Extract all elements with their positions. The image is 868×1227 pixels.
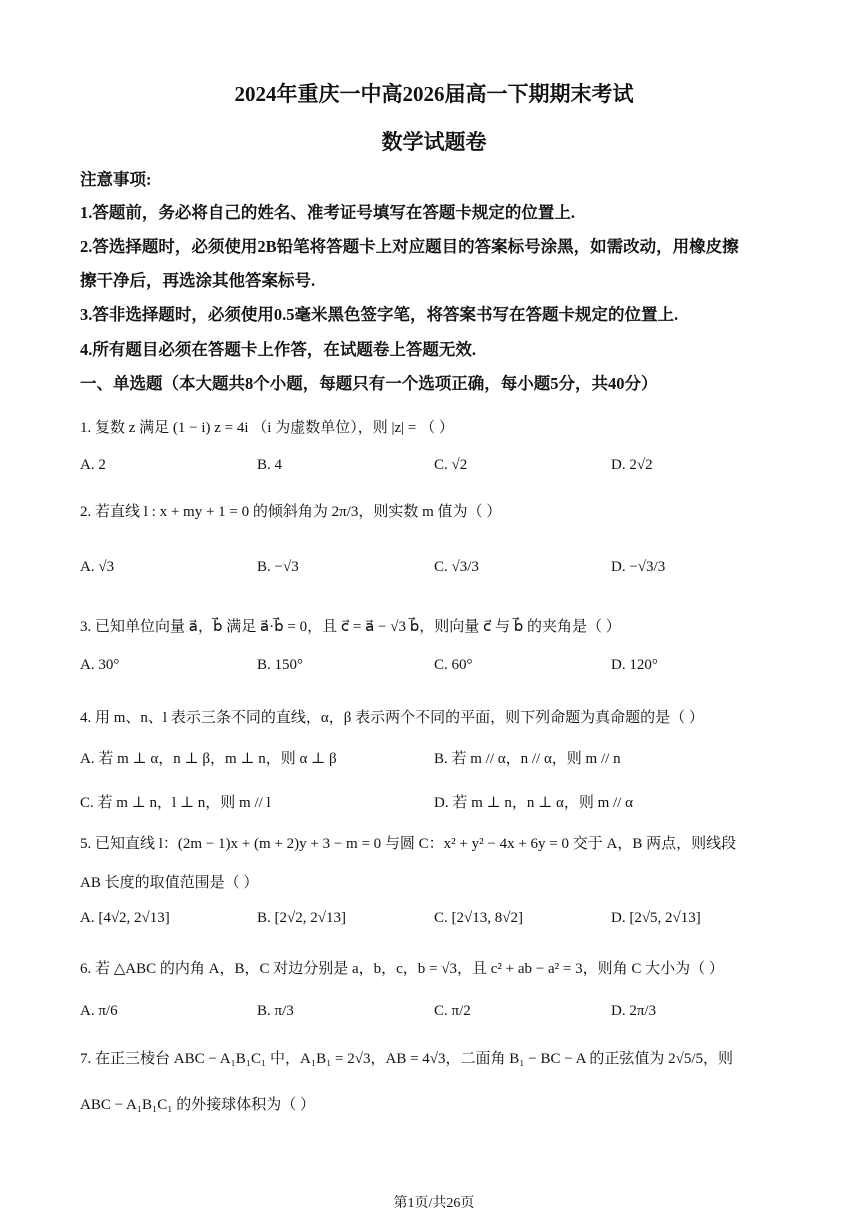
question-1-option-a: A. 2 — [80, 457, 106, 473]
question-5-option-c: C. [2√13, 8√2] — [434, 910, 523, 926]
question-5-option-d: D. [2√5, 2√13] — [611, 910, 701, 926]
question-7-stem: 7. 在正三棱台 ABC − A₁B₁C₁ 中，A₁B₁ = 2√3，AB = 4√3，二面角 B₁ − BC − A 的正弦值为 2√5/5，则 — [80, 1051, 734, 1067]
question-7-stem-cont: ABC − A₁B₁C₁ 的外接球体积为（ ） — [80, 1097, 316, 1113]
question-1-stem: 1. 复数 z 满足 (1 − i) z = 4i （i 为虚数单位），则 |z| = （ ） — [80, 420, 454, 436]
question-5-stem: 5. 已知直线 l：(2m − 1)x + (m + 2)y + 3 − m = 0 与圆 C：x² + y² − 4x + 6y = 0 交于 A，B 两点，则线段 — [80, 836, 737, 852]
question-6-option-d: D. 2π/3 — [611, 1003, 657, 1019]
notes-heading: 注意事项: — [80, 170, 152, 189]
question-6-stem: 6. 若 △ABC 的内角 A，B，C 对边分别是 a，b，c，b = √3，且 c² + ab − a² = 3，则角 C 大小为（ ） — [80, 961, 724, 977]
question-4-option-b: B. 若 m // α，n // α，则 m // n — [434, 751, 621, 767]
question-2-option-c: C. √3/3 — [434, 559, 479, 575]
note-2a: 2.答选择题时，必须使用2B铅笔将答题卡上对应题目的答案标号涂黑，如需改动，用橡皮擦 — [80, 237, 739, 256]
question-6-option-c: C. π/2 — [434, 1003, 471, 1019]
question-3-option-a: A. 30° — [80, 657, 120, 673]
page-number: 第1页/共26页 — [393, 1196, 475, 1211]
question-4-stem: 4. 用 m、n、l 表示三条不同的直线，α，β 表示两个不同的平面，则下列命题为真命题的是（ ） — [80, 710, 704, 726]
question-3-option-d: D. 120° — [611, 657, 658, 673]
question-2-option-b: B. −√3 — [257, 559, 299, 575]
page-subtitle: 数学试题卷 — [381, 130, 487, 154]
question-1-option-c: C. √2 — [434, 457, 468, 473]
note-4: 4.所有题目必须在答题卡上作答，在试题卷上答题无效. — [80, 340, 476, 359]
question-5-option-a: A. [4√2, 2√13] — [80, 910, 170, 926]
question-4-option-d: D. 若 m ⊥ n，n ⊥ α，则 m // α — [434, 795, 633, 811]
note-1: 1.答题前，务必将自己的姓名、准考证号填写在答题卡规定的位置上. — [80, 203, 575, 222]
section-heading: 一、单选题（本大题共8个小题，每题只有一个选项正确，每小题5分，共40分） — [80, 374, 658, 393]
note-3: 3.答非选择题时，必须使用0.5毫米黑色签字笔，将答案书写在答题卡规定的位置上. — [80, 305, 679, 324]
question-3-option-c: C. 60° — [434, 657, 473, 673]
question-2-stem: 2. 若直线 l : x + my + 1 = 0 的倾斜角为 2π/3，则实数 m 值为（ ） — [80, 504, 502, 520]
page-title: 2024年重庆一中高2026届高一下期期末考试 — [234, 82, 634, 106]
note-2b: 擦干净后，再选涂其他答案标号. — [80, 271, 316, 290]
question-3-option-b: B. 150° — [257, 657, 304, 673]
question-5-stem-cont: AB 长度的取值范围是（ ） — [80, 875, 259, 891]
question-6-option-b: B. π/3 — [257, 1003, 294, 1019]
question-1-option-d: D. 2√2 — [611, 457, 653, 473]
question-1-option-b: B. 4 — [257, 457, 283, 473]
question-4-option-c: C. 若 m ⊥ n，l ⊥ n，则 m // l — [80, 795, 271, 811]
question-2-option-d: D. −√3/3 — [611, 559, 666, 575]
question-4-option-a: A. 若 m ⊥ α，n ⊥ β，m ⊥ n，则 α ⊥ β — [80, 751, 337, 767]
question-2-option-a: A. √3 — [80, 559, 115, 575]
question-6-option-a: A. π/6 — [80, 1003, 118, 1019]
question-3-stem: 3. 已知单位向量 a⃗，b⃗ 满足 a⃗·b⃗ = 0，且 c⃗ = a⃗ − √3 b⃗，则向量 c⃗ 与 b⃗ 的夹角是（ ） — [80, 619, 621, 635]
question-5-option-b: B. [2√2, 2√13] — [257, 910, 346, 926]
